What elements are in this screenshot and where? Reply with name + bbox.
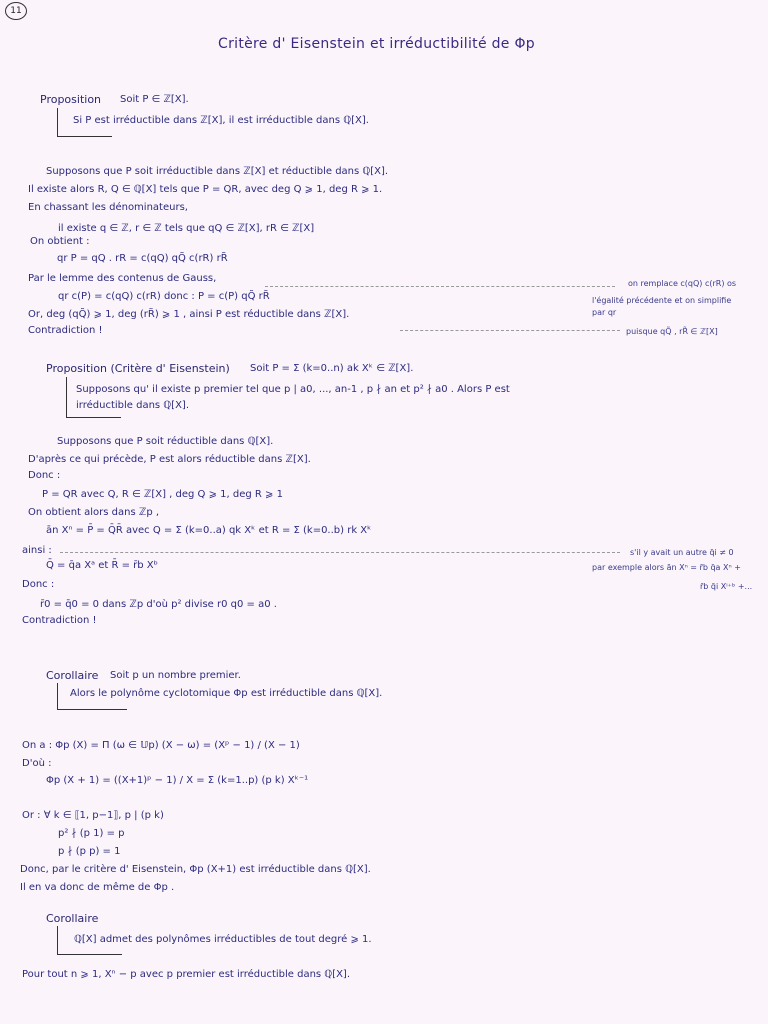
corollary-statement: Alors le polynôme cyclotomique Φp est irréductible dans ℚ[X].: [70, 688, 383, 699]
margin-note: l'égalité précédente et on simplifie: [592, 296, 732, 305]
bracket-line: [66, 417, 121, 418]
proposition-statement: Si P est irréductible dans ℤ[X], il est irréductible dans ℚ[X].: [73, 115, 369, 126]
bracket-line: [57, 954, 122, 955]
proof-line: r̄0 = q̄0 = 0 dans ℤp d'où p² divise r0 q0 = a0 .: [40, 599, 277, 610]
corollary-statement: ℚ[X] admet des polynômes irréductibles de tout degré ⩾ 1.: [74, 934, 372, 945]
corollary-heading: Corollaire: [46, 912, 99, 925]
proof-line: Φp (X + 1) = ((X+1)ᵖ − 1) / X = Σ (k=1..p) (p k) Xᵏ⁻¹: [46, 775, 309, 786]
proof-line: P = QR avec Q, R ∈ ℤ[X] , deg Q ⩾ 1, deg R ⩾ 1: [42, 489, 283, 500]
margin-note: par qr: [592, 308, 617, 317]
proof-line: il existe q ∈ ℤ, r ∈ ℤ tels que qQ ∈ ℤ[X], rR ∈ ℤ[X]: [58, 223, 315, 234]
proposition-intro: Soit P ∈ ℤ[X].: [120, 94, 189, 105]
margin-note: r̄b q̄i Xⁱ⁺ᵇ +...: [700, 582, 753, 591]
proof-line: Or : ∀ k ∈ ⟦1, p−1⟧, p | (p k): [22, 810, 164, 821]
proposition-heading: Proposition (Critère d' Eisenstein): [46, 362, 230, 375]
proof-line: Donc :: [28, 470, 61, 481]
proof-line: On a : Φp (X) = Π (ω ∈ 𝕌p) (X − ω) = (Xᵖ − 1) / (X − 1): [22, 740, 300, 751]
proof-line: ainsi :: [22, 545, 52, 556]
page-number: 11: [5, 2, 27, 20]
proof-line: Supposons que P soit irréductible dans ℤ[X] et réductible dans ℚ[X].: [46, 166, 389, 177]
bracket-line: [57, 683, 58, 709]
page-title: Critère d' Eisenstein et irréductibilité de Φp: [218, 36, 535, 52]
proof-line: Q̄ = q̄a Xᵃ et R̄ = r̄b Xᵇ: [46, 560, 158, 571]
bracket-line: [57, 108, 58, 136]
margin-note: s'il y avait un autre q̄i ≠ 0: [630, 548, 734, 557]
corollary-heading: Corollaire: [46, 669, 99, 682]
margin-note: on remplace c(qQ) c(rR) os: [628, 279, 737, 288]
proof-line: Il en va donc de même de Φp .: [20, 882, 175, 893]
proposition-intro: Soit P = Σ (k=0..n) ak Xᵏ ∈ ℤ[X].: [250, 363, 414, 374]
bracket-line: [57, 926, 58, 954]
proof-line: D'après ce qui précède, P est alors réductible dans ℤ[X].: [28, 454, 311, 465]
proof-line: D'où :: [22, 758, 52, 769]
final-remark: Pour tout n ⩾ 1, Xⁿ − p avec p premier est irréductible dans ℚ[X].: [22, 969, 351, 980]
proof-line: On obtient :: [30, 236, 90, 247]
proof-line: p ∤ (p p) = 1: [58, 846, 121, 857]
proposition-heading: Proposition: [40, 93, 102, 106]
proof-line: p² ∤ (p 1) = p: [58, 828, 125, 839]
corollary-intro: Soit p un nombre premier.: [110, 670, 241, 681]
proof-line: Donc :: [22, 579, 55, 590]
annotation-line: [265, 286, 615, 287]
margin-note: puisque qQ̃ , rR̃ ∈ ℤ[X]: [626, 327, 718, 336]
proposition-statement: Supposons qu' il existe p premier tel que p | a0, ..., an-1 , p ∤ an et p² ∤ a0 . Alors P est: [76, 384, 510, 395]
proof-line: Par le lemme des contenus de Gauss,: [28, 273, 217, 284]
bracket-line: [57, 709, 127, 710]
proof-line: Supposons que P soit réductible dans ℚ[X].: [57, 436, 274, 447]
margin-note: par exemple alors ān Xⁿ = r̄b q̄a Xⁿ +: [592, 563, 741, 572]
proof-line: qr c(P) = c(qQ) c(rR) donc : P = c(P) qQ̃ rR̃: [58, 291, 270, 302]
bracket-line: [66, 377, 67, 417]
proof-line: Donc, par le critère d' Eisenstein, Φp (X+1) est irréductible dans ℚ[X].: [20, 864, 371, 875]
proof-line: ān Xⁿ = P̄ = Q̄R̄ avec Q = Σ (k=0..a) qk Xᵏ et R = Σ (k=0..b) rk Xᵏ: [46, 525, 372, 536]
proof-line: Or, deg (qQ̃) ⩾ 1, deg (rR̃) ⩾ 1 , ainsi P est réductible dans ℤ[X].: [28, 309, 350, 320]
bracket-line: [57, 136, 112, 137]
proof-line: Contradiction !: [22, 615, 97, 626]
proof-line: qr P = qQ . rR = c(qQ) qQ̃ c(rR) rR̃: [57, 253, 228, 264]
proposition-statement: irréductible dans ℚ[X].: [76, 400, 190, 411]
proof-line: En chassant les dénominateurs,: [28, 202, 188, 213]
annotation-line: [400, 330, 620, 331]
proof-line: On obtient alors dans ℤp ,: [28, 507, 160, 518]
proof-line: Il existe alors R, Q ∈ ℚ[X] tels que P = QR, avec deg Q ⩾ 1, deg R ⩾ 1.: [28, 184, 383, 195]
annotation-line: [60, 552, 620, 553]
proof-line: Contradiction !: [28, 325, 103, 336]
